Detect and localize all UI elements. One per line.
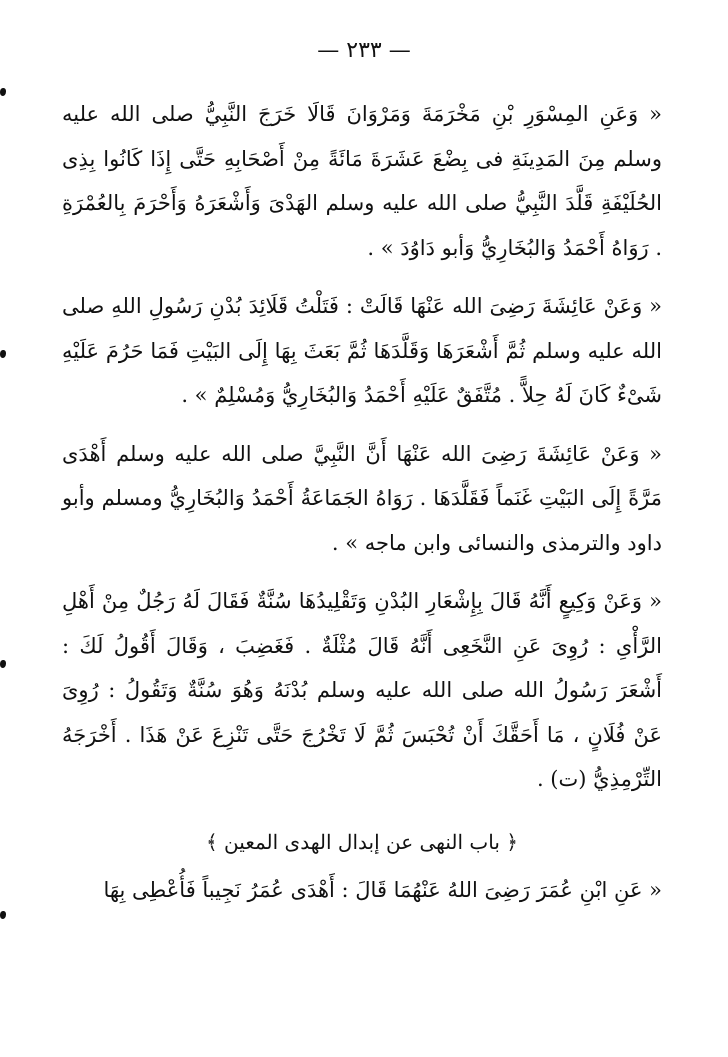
page-number: — ٢٣٣ — [317, 38, 411, 63]
margin-ink-mark [0, 660, 6, 668]
hadith-paragraph: « وَعَنِ المِسْوَرِ بْنِ مَخْرَمَةَ وَمَرْوَانَ قَالَا خَرَجَ النَّبِيُّ صلى الله عليه وسلم مِنَ المَدِينَةِ فى بِضْعَ عَشَرَةَ مَائَةً مِنْ أَصْحَابِهِ حَتَّى إِذَا كَانُوا بِذِى الحُلَيْفَةِ قَلَّدَ النَّبِيُّ صلى الله عليه وسلم الهَدْىَ وَأَشْعَرَهُ وَأَحْرَمَ بِالعُمْرَةِ . رَوَاهُ أَحْمَدُ وَالبُخَارِيُّ وَأبو دَاوُدَ » . [62, 102, 662, 260]
hadith-paragraph: « وَعَنْ عَائِشَةَ رَضِىَ الله عَنْهَا قَالَتْ : فَتَلْتُ قَلَائِدَ بُدْنِ رَسُولِ اللهِ صلى الله عليه وسلم ثُمَّ أَشْعَرَهَا وَقَلَّدَهَا ثُمَّ بَعَثَ بِهَا إِلَى البَيْتِ فَمَا حَرُمَ عَلَيْهِ شَىْءٌ كَانَ لَهُ حِلاًّ . مُتَّفَقٌ عَلَيْهِ أَحْمَدُ وَالبُخَارِيُّ وَمُسْلِمٌ » . [62, 294, 662, 407]
section-heading: ﴿ باب النهى عن إبدال الهدى المعين ﴾ [205, 829, 518, 854]
margin-ink-mark [0, 911, 6, 919]
hadith-paragraph: « عَنِ ابْنِ عُمَرَ رَضِىَ اللهُ عَنْهُمَا قَالَ : أَهْدَى عُمَرُ نَجِيباً فَأُعْطِى بِهَا [103, 877, 662, 902]
margin-ink-mark [0, 88, 6, 96]
hadith-paragraph: « وَعَنْ عَائِشَةَ رَضِىَ الله عَنْهَا أَنَّ النَّبِيَّ صلى الله عليه وسلم أَهْدَى مَرَّةً إِلَى البَيْتِ غَنَماً فَقَلَّدَهَا . رَوَاهُ الجَمَاعَةُ أَحْمَدُ وَالبُخَارِيُّ ومسلم وأبو داود والترمذى والنسائى وابن ماجه » . [62, 441, 662, 555]
body-text [62, 92, 662, 912]
margin-ink-mark [0, 350, 6, 358]
hadith-paragraph: « وَعَنْ وَكِيعٍ أَنَّهُ قَالَ بِإِشْعَارِ البُدْنِ وَتَقْلِيدُهَا سُنَّةٌ فَقَالَ لَهُ رَجُلٌ مِنْ أَهْلِ الرَّأْىِ : رُوِىَ عَنِ النَّخَعِى أَنَّهُ قَالَ مُثْلَةٌ . فَغَضِبَ ، وَقَالَ أَقُولُ لَكَ : أَشْعَرَ رَسُولُ الله صلى الله عليه وسلم بُدْنَهُ وَهُوَ سُنَّةٌ وَتَقُولُ : رُوِىَ عَنْ فُلَانٍ ، مَا أَحَقَّكَ أَنْ تُحْبَسَ ثُمَّ لَا تَخْرُجَ حَتَّى تَنْزِعَ عَنْ هَذَا . أَخْرَجَهُ التِّرْمِذِيُّ (ت) . [62, 589, 662, 791]
